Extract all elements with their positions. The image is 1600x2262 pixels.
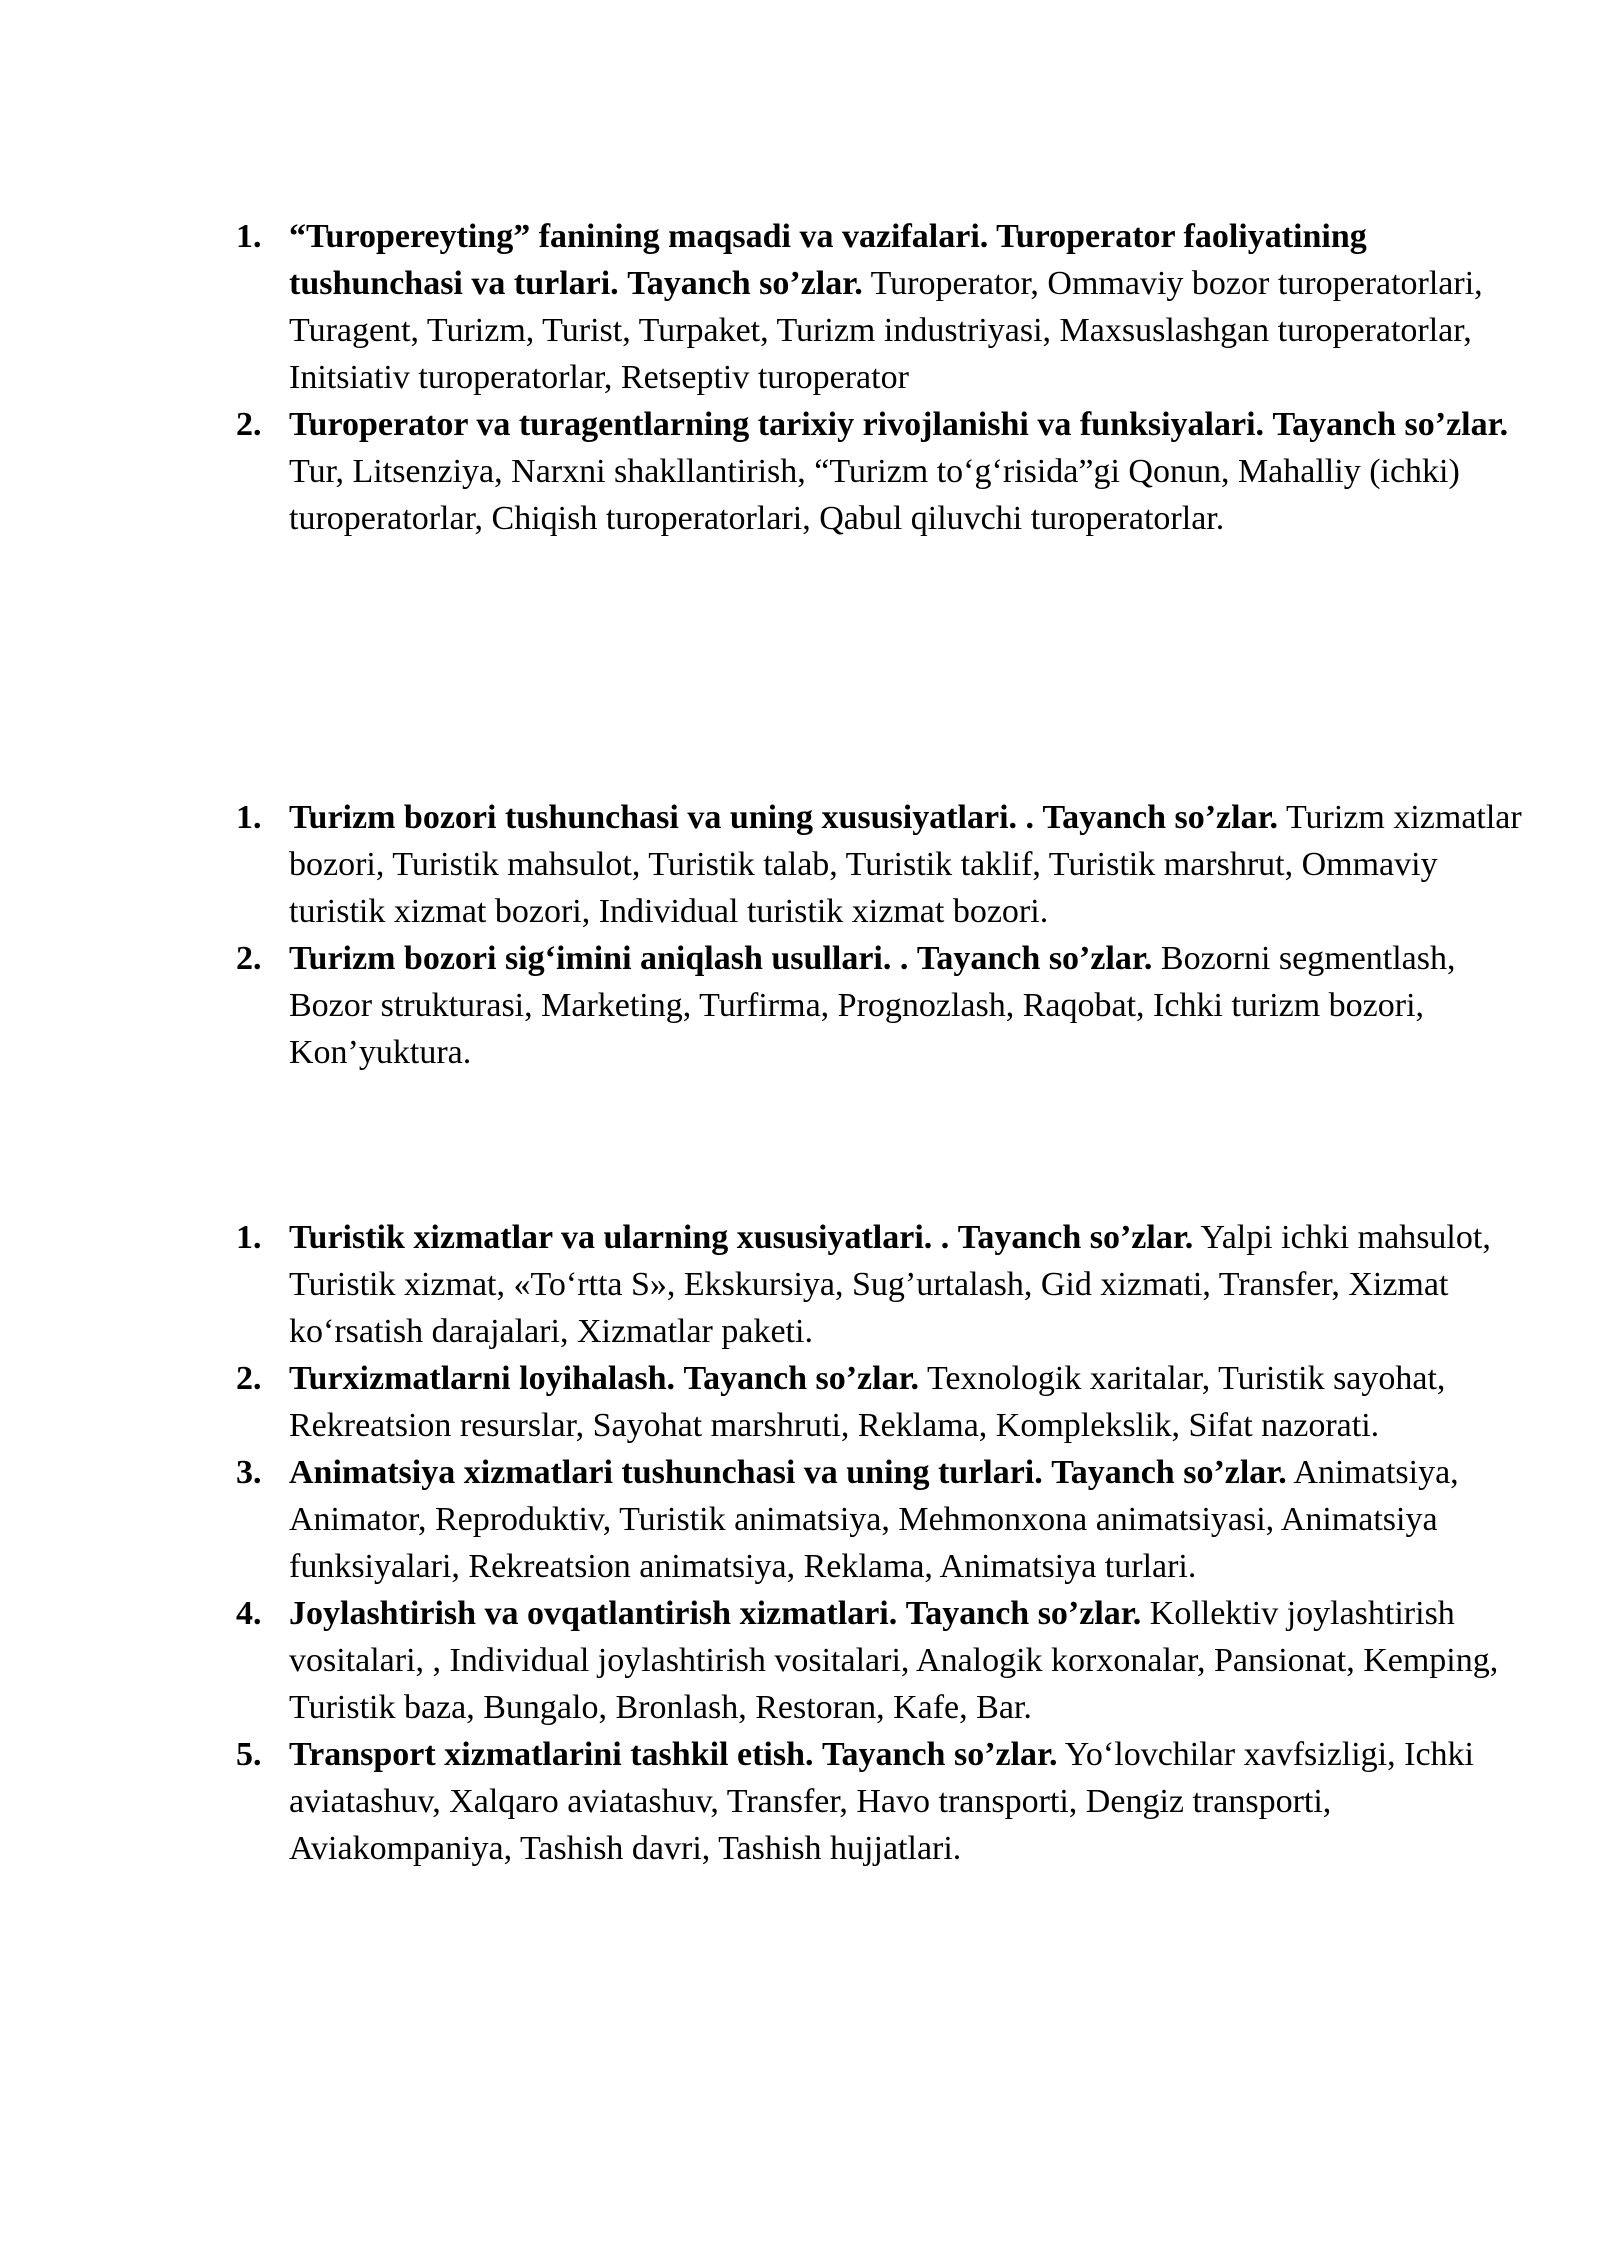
item-number: 3.: [236, 1454, 262, 1491]
list-item: [236, 401, 1526, 542]
item-title: Turxizmatlarni loyihalash.: [289, 1360, 676, 1397]
item-title: Turizm bozori tushunchasi va uning xususiyatlari. .: [289, 799, 1035, 836]
list-item: [236, 1214, 1526, 1355]
keywords-label: Tayanch so’zlar.: [905, 1595, 1142, 1632]
item-number: 1.: [236, 1219, 262, 1256]
keywords-label: Tayanch so’zlar.: [683, 1360, 920, 1397]
item-number: 2.: [236, 406, 262, 443]
list-item: [236, 1731, 1526, 1872]
list-item: [236, 794, 1526, 935]
list-item: [236, 1590, 1526, 1731]
keywords-label: Tayanch so’zlar.: [627, 265, 863, 302]
keywords-text: Animatsiya, Animator, Reproduktiv, Turistik animatsiya, Mehmonxona animatsiyasi, Animatsiya funksiyalari, Rekreatsion animatsiya, Reklama, Animatsiya turlari.: [289, 1454, 1459, 1585]
item-number: 4.: [236, 1595, 262, 1632]
keywords-label: Tayanch so’zlar.: [916, 940, 1153, 977]
item-number: 1.: [236, 799, 262, 836]
keywords-label: Tayanch so’zlar.: [1042, 799, 1279, 836]
keywords-text: Turizm xizmatlar bozori, Turistik mahsulot, Turistik talab, Turistik taklif, Turistik marshrut, Ommaviy turistik xizmat bozori, Individual turistik xizmat bozori.: [289, 799, 1522, 930]
keywords-label: Tayanch so’zlar.: [1051, 1454, 1287, 1491]
keywords-text: Yo‘lovchilar xavfsizligi, Ichki aviatashuv, Xalqaro aviatashuv, Transfer, Havo transporti, Dengiz transporti, Aviakompaniya, Tashish davri, Tashish hujjatlari.: [289, 1736, 1474, 1867]
keywords-label: Tayanch so’zlar.: [957, 1219, 1194, 1256]
list-item: [236, 1449, 1526, 1590]
list-item: [236, 213, 1526, 401]
item-title: Turistik xizmatlar va ularning xususiyatlari. .: [289, 1219, 950, 1256]
topic-list-1: [236, 213, 1526, 542]
keywords-text: Bozorni segmentlash, Bozor strukturasi, Marketing, Turfirma, Prognozlash, Raqobat, Ichki turizm bozori, Kon’yuktura.: [289, 940, 1456, 1071]
item-number: 2.: [236, 1360, 262, 1397]
keywords-text: Kollektiv joylashtirish vositalari, , Individual joylashtirish vositalari, Analogik korxonalar, Pansionat, Kemping, Turistik baza, Bungalo, Bronlash, Restoran, Kafe, Bar.: [289, 1595, 1499, 1726]
list-item: [236, 1355, 1526, 1449]
item-number: 1.: [236, 218, 262, 255]
item-title: Joylashtirish va ovqatlantirish xizmatlari.: [289, 1595, 898, 1632]
keywords-text: Texnologik xaritalar, Turistik sayohat, Rekreatsion resurslar, Sayohat marshruti, Reklama, Komplekslik, Sifat nazorati.: [289, 1360, 1446, 1444]
item-number: 2.: [236, 940, 262, 977]
item-title: “Turopereyting” fanining maqsadi va vazifalari. Turoperator faoliyatining tushunchasi va turlari.: [289, 218, 1367, 302]
keywords-text: Turoperator, Ommaviy bozor turoperatorlari, Turagent, Turizm, Turist, Turpaket, Turizm industriyasi, Maxsuslashgan turoperatorlar, Initsiativ turoperatorlar, Retseptiv turoperator: [289, 265, 1483, 396]
item-title: Turizm bozori sig‘imini aniqlash usullari. .: [289, 940, 909, 977]
keywords-text: Tur, Litsenziya, Narxni shakllantirish, “Turizm to‘g‘risida”gi Qonun, Mahalliy (ichki) turoperatorlar, Chiqish turoperatorlari, Qabul qiluvchi turoperatorlar.: [289, 453, 1460, 537]
topic-list-3: [236, 1214, 1526, 1872]
list-item: [236, 935, 1526, 1076]
keywords-label: Tayanch so’zlar.: [1272, 406, 1509, 443]
item-title: Animatsiya xizmatlari tushunchasi va uning turlari.: [289, 1454, 1043, 1491]
keywords-text: Yalpi ichki mahsulot, Turistik xizmat, «To‘rtta S», Ekskursiya, Sug’urtalash, Gid xizmati, Transfer, Xizmat ko‘rsatish darajalari, Xizmatlar paketi.: [289, 1219, 1491, 1350]
keywords-label: Tayanch so’zlar.: [822, 1736, 1058, 1773]
item-title: Transport xizmatlarini tashkil etish.: [289, 1736, 814, 1773]
item-title: Turoperator va turagentlarning tarixiy rivojlanishi va funksiyalari.: [289, 406, 1265, 443]
topic-list-2: [236, 794, 1526, 1076]
item-number: 5.: [236, 1736, 262, 1773]
